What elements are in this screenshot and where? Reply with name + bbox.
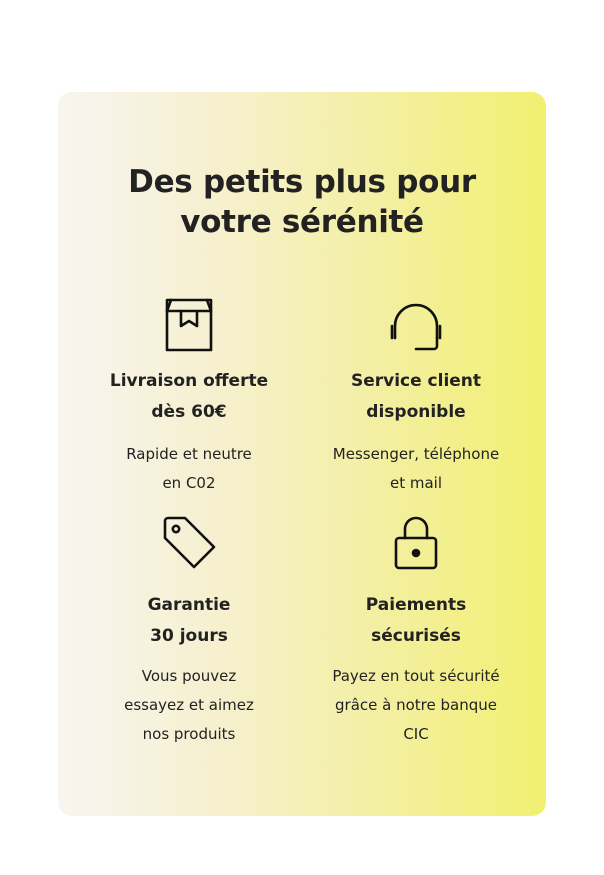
section-title-line-1: Des petits plus pour [128,164,476,200]
feature-desc-line-1: Messenger, téléphone [332,445,500,463]
feature-desc-line-1: Rapide et neutre [126,445,252,463]
feature-title [311,590,521,652]
feature-desc-line-1: Payez en tout sécurité [332,667,500,685]
feature-description [84,440,294,498]
feature-secure-payments [311,512,521,749]
feature-title-line-2: sécurisés [371,626,461,646]
feature-desc-line-2: essayez et aimez [124,696,254,714]
feature-description [311,440,521,498]
feature-title [84,366,294,428]
feature-description [311,662,521,749]
lock-icon [386,512,446,572]
feature-desc-line-3: CIC [403,725,429,743]
feature-title-line-2: 30 jours [150,626,228,646]
feature-customer-service [311,296,521,498]
feature-desc-line-1: Vous pouvez [141,667,237,685]
package-icon [159,296,219,356]
feature-warranty [84,512,294,749]
feature-title-line-2: disponible [366,402,466,422]
feature-title-line-2: dès 60€ [151,402,227,422]
feature-title [84,590,294,652]
feature-title-line-1: Garantie [147,595,231,615]
feature-desc-line-2: et mail [389,474,443,492]
feature-desc-line-3: nos produits [142,725,236,743]
feature-description [84,662,294,749]
section-title-line-2: votre sérénité [180,204,424,240]
feature-desc-line-2: grâce à notre banque [335,696,497,714]
benefits-card [58,92,546,816]
feature-title [311,366,521,428]
headset-icon [386,296,446,356]
feature-desc-line-2: en C02 [162,474,216,492]
feature-title-line-1: Livraison offerte [109,371,269,391]
feature-title-line-1: Service client [350,371,482,391]
section-title [58,162,546,242]
tag-icon [159,512,219,572]
feature-title-line-1: Paiements [365,595,467,615]
feature-free-delivery [84,296,294,498]
